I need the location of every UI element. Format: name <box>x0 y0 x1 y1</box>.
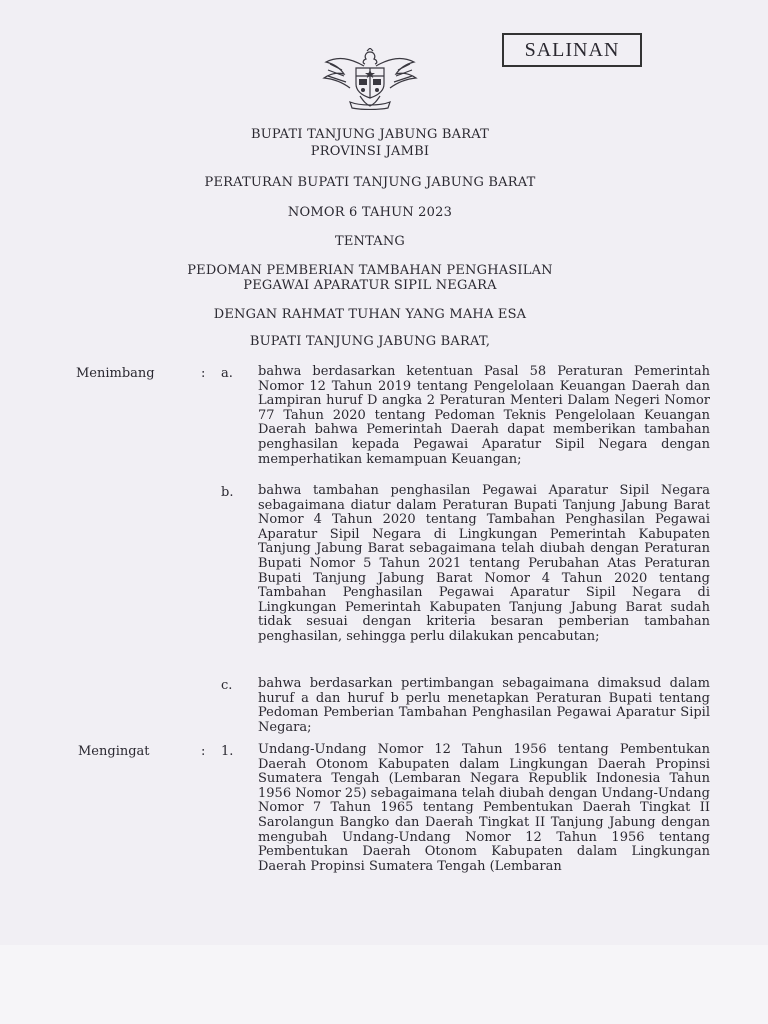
page-bottom-margin <box>0 945 768 1024</box>
subject-line-1: PEDOMAN PEMBERIAN TAMBAHAN PENGHASILAN <box>187 263 553 278</box>
salinan-stamp: SALINAN <box>502 33 642 67</box>
mengingat-label: Mengingat <box>78 744 150 759</box>
province-title: PROVINSI JAMBI <box>310 144 430 159</box>
regulation-title: PERATURAN BUPATI TANJUNG JABUNG BARAT <box>204 175 536 190</box>
menimbang-item-a-text: bahwa berdasarkan ketentuan Pasal 58 Peraturan Pemerintah Nomor 12 Tahun 2019 tentang Pengelolaan Keuangan Daerah dan Lampiran huruf D angka 2 Peraturan Menteri Dalam Negeri Nomor 77 Tahun 2020 tentang Pedoman Teknis Pengelolaan Keuangan Daerah bahwa Pemerintah Daerah dapat memberikan tambahan penghasilan kepada Pegawai Aparatur Sipil Negara dengan memperhatikan kemampuan Keuangan; <box>258 364 710 467</box>
subject-line-2: PEGAWAI APARATUR SIPIL NEGARA <box>243 278 497 293</box>
garuda-emblem-icon <box>320 48 420 110</box>
mengingat-item-1-marker: 1. <box>221 744 234 759</box>
menimbang-item-a-marker: a. <box>221 366 233 381</box>
menimbang-item-b-text: bahwa tambahan penghasilan Pegawai Aparatur Sipil Negara sebagaimana diatur dalam Peraturan Bupati Tanjung Jabung Barat Nomor 4 Tahun 2020 tentang Tambahan Penghasilan Pegawai Aparatur Sipil Negara di Lingkungan Pemerintah Kabupaten Tanjung Jabung Barat sebagaimana telah diubah dengan Peraturan Bupati Nomor 5 Tahun 2021 tentang Perubahan Atas Peraturan Bupati Tanjung Jabung Barat Nomor 4 Tahun 2020 tentang Tambahan Penghasilan Pegawai Aparatur Sipil Negara di Lingkungan Pemerintah Kabupaten Tanjung Jabung Barat sudah tidak sesuai dengan kriteria besaran pemberian tambahan penghasilan, sehingga perlu dilakukan pencabutan; <box>258 483 710 644</box>
menimbang-label: Menimbang <box>76 366 155 381</box>
mengingat-colon: : <box>201 744 206 759</box>
blessing-line: DENGAN RAHMAT TUHAN YANG MAHA ESA <box>213 307 527 322</box>
regulation-number: NOMOR 6 TAHUN 2023 <box>287 205 453 220</box>
mengingat-item-1-text: Undang-Undang Nomor 12 Tahun 1956 tentang Pembentukan Daerah Otonom Kabupaten dalam Lingkungan Daerah Propinsi Sumatera Tengah (Lembaran Negara Republik Indonesia Tahun 1956 Nomor 25) sebagaimana telah diubah dengan Undang-Undang Nomor 7 Tahun 1965 tentang Pembentukan Daerah Tingkat II Sarolangun Bangko dan Daerah Tingkat II Tanjung Jabung dengan mengubah Undang-Undang Nomor 12 Tahun 1956 tentang Pembentukan Daerah Otonom Kabupaten dalam Lingkungan Daerah Propinsi Sumatera Tengah (Lembaran <box>258 742 710 874</box>
menimbang-item-b-marker: b. <box>221 485 234 500</box>
menimbang-colon: : <box>201 366 206 381</box>
issuer-signature-heading: BUPATI TANJUNG JABUNG BARAT, <box>249 334 491 349</box>
menimbang-item-c-marker: c. <box>221 678 233 693</box>
tentang-heading: TENTANG <box>334 234 406 249</box>
issuer-title: BUPATI TANJUNG JABUNG BARAT <box>251 127 489 142</box>
menimbang-item-c-text: bahwa berdasarkan pertimbangan sebagaimana dimaksud dalam huruf a dan huruf b perlu menetapkan Peraturan Bupati tentang Pedoman Pemberian Tambahan Penghasilan Pegawai Aparatur Sipil Negara; <box>258 676 710 735</box>
